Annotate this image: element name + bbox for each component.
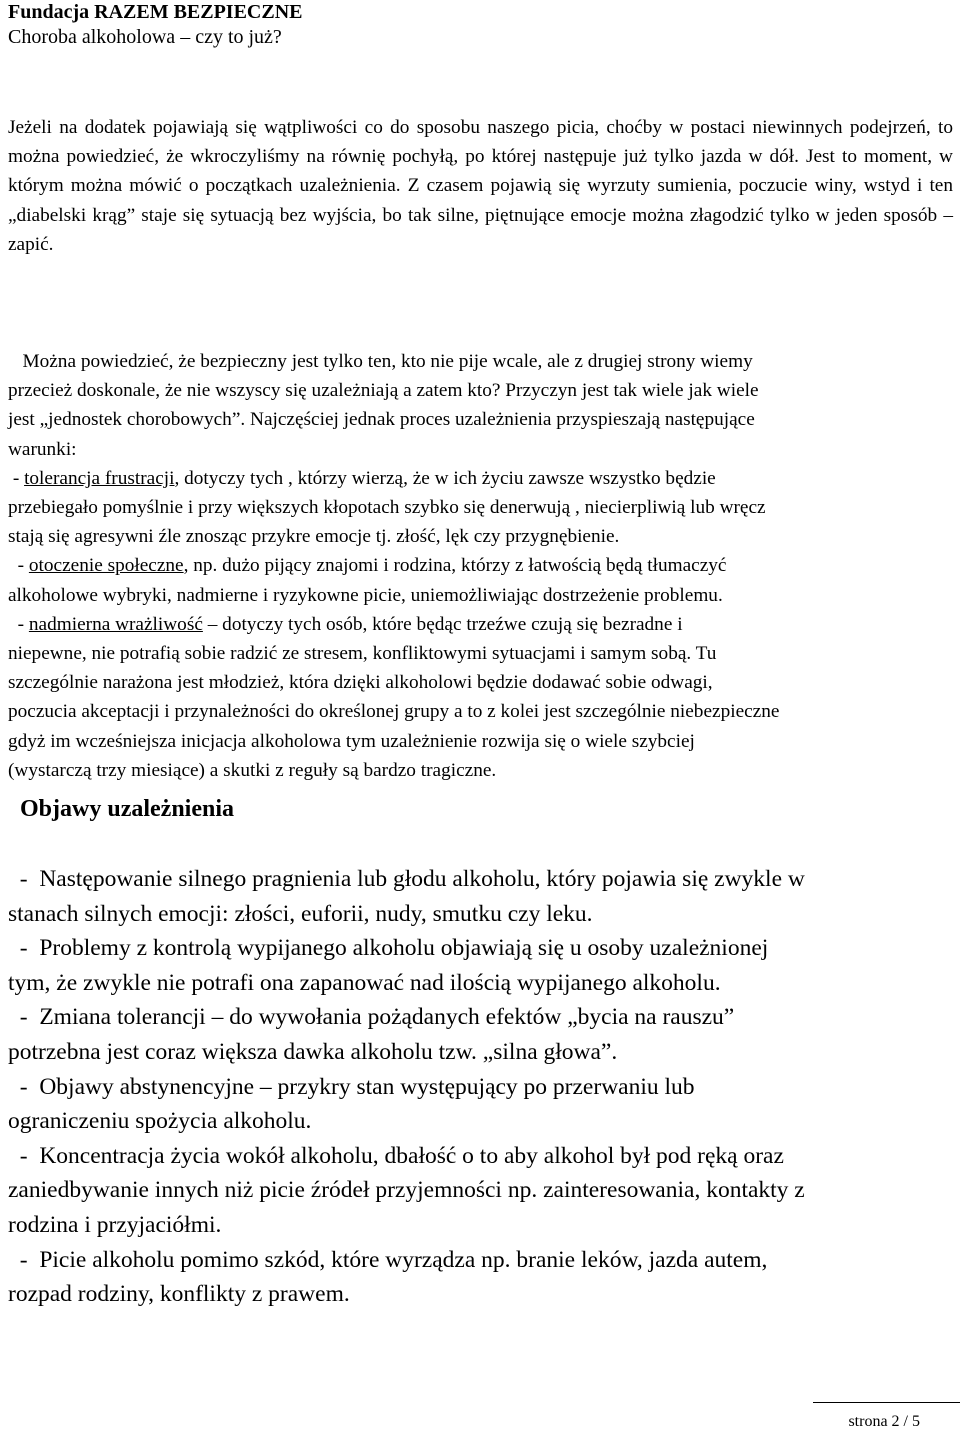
- text-line: przebiegało pomyślnie i przy większych kłopotach szybko się denerwują , niecierpliwią lub wręcz: [8, 497, 766, 519]
- symptom-line: rozpad rodziny, konflikty z prawem.: [8, 1281, 350, 1308]
- text-line: jest „jednostek chorobowych”. Najczęściej jednak proces uzależnienia przyspieszają następujące: [8, 409, 755, 431]
- condition-item: [8, 551, 953, 580]
- section-title: Objawy uzależnienia: [20, 796, 234, 822]
- condition-dash: -: [8, 613, 29, 635]
- header-organization: Fundacja RAZEM BEZPIECZNE: [8, 1, 303, 23]
- text-line: przecież doskonale, że nie wszyscy się uzależniają a zatem kto? Przyczyn jest tak wiele jak wiele: [8, 380, 759, 402]
- condition-text: , np. dużo pijący znajomi i rodzina, którzy z łatwością będą tłumaczyć: [183, 555, 727, 577]
- condition-term: otoczenie społeczne: [28, 555, 184, 577]
- condition-text: – dotyczy tych osób, które będąc trzeźwe czują się bezradne i: [202, 613, 683, 635]
- symptom-line: - Objawy abstynencyjne – przykry stan występujący po przerwaniu lub: [8, 1073, 695, 1100]
- symptom-line: ograniczeniu spożycia alkoholu.: [8, 1108, 312, 1135]
- text-line: szczególnie narażona jest młodzież, która dzięki alkoholowi będzie dodawać sobie odwagi,: [8, 672, 713, 694]
- symptom-line: tym, że zwykle nie potrafi ona zapanować nad ilością wypijanego alkoholu.: [8, 969, 721, 996]
- paragraph-intro: Jeżeli na dodatek pojawiają się wątpliwości co do sposobu naszego picia, choćby w postaci niewinnych podejrzeń, to można powiedzieć, że wkroczyliśmy na równię pochyłą, po której następuje już tylko jazda w dół. Jest to moment, w którym można mówić o początkach uzależnienia. Z czasem pojawią się wyrzuty sumienia, poczucie winy, wstyd i ten „diabelski krąg” staje się sytuacją bez wyjścia, bo tak silne, piętnujące emocje można złagodzić tylko w jeden sposób – zapić.: [8, 117, 953, 255]
- condition-item: [8, 610, 953, 639]
- condition-text: , dotyczy tych , którzy wierzą, że w ich życiu zawsze wszystko będzie: [174, 467, 716, 489]
- symptom-line: - Koncentracja życia wokół alkoholu, dbałość o to aby alkohol był pod ręką oraz: [8, 1142, 784, 1169]
- symptom-line: stanach silnych emocji: złości, euforii, nudy, smutku czy leku.: [8, 900, 593, 927]
- symptom-line: - Problemy z kontrolą wypijanego alkoholu objawiają się u osoby uzależnionej: [8, 935, 769, 962]
- text-line: alkoholowe wybryki, nadmierne i ryzykowne picie, uniemożliwiając dostrzeżenie problemu.: [8, 584, 723, 606]
- text-line: gdyż im wcześniejsza inicjacja alkoholowa tym uzależnienie rozwija się o wiele szybciej: [8, 730, 695, 752]
- condition-dash: -: [8, 467, 25, 489]
- paragraph-conditions: [8, 347, 953, 785]
- text-line: poczucia akceptacji i przynależności do określonej grupy a to z kolei jest szczególnie niebezpieczne: [8, 701, 780, 723]
- symptom-line: - Następowanie silnego pragnienia lub głodu alkoholu, który pojawia się zwykle w: [8, 866, 805, 892]
- page-number: strona 2 / 5: [848, 1413, 920, 1430]
- condition-term: nadmierna wrażliwość: [28, 613, 203, 635]
- symptom-line: - Picie alkoholu pomimo szkód, które wyrządza np. branie leków, jazda autem,: [8, 1246, 768, 1273]
- symptom-line: - Zmiana tolerancji – do wywołania pożądanych efektów „bycia na rauszu”: [8, 1004, 735, 1031]
- text-line: niepewne, nie potrafią sobie radzić ze stresem, konfliktowymi sytuacjami i samym sobą. Tu: [8, 643, 717, 665]
- symptom-line: zaniedbywanie innych niż picie źródeł przyjemności np. zainteresowania, kontakty z: [8, 1177, 805, 1204]
- text-line: warunki:: [8, 438, 77, 460]
- condition-term: tolerancja frustracji: [24, 467, 175, 489]
- symptoms-list: [8, 862, 958, 1312]
- symptom-line: rodzina i przyjaciółmi.: [8, 1211, 222, 1238]
- symptom-line: potrzebna jest coraz większa dawka alkoholu tzw. „silna głowa”.: [8, 1038, 618, 1065]
- condition-dash: -: [8, 555, 29, 577]
- condition-item: [8, 464, 953, 493]
- header-subtitle: Choroba alkoholowa – czy to już?: [8, 26, 282, 48]
- text-line: (wystarczą trzy miesiące) a skutki z reguły są bardzo tragiczne.: [8, 759, 497, 781]
- text-line: Można powiedzieć, że bezpieczny jest tylko ten, kto nie pije wcale, ale z drugiej strony wiemy: [8, 351, 753, 372]
- footer-divider: [813, 1402, 960, 1403]
- text-line: stają się agresywni źle znosząc przykre emocje tj. złość, lęk czy przygnębienie.: [8, 526, 620, 548]
